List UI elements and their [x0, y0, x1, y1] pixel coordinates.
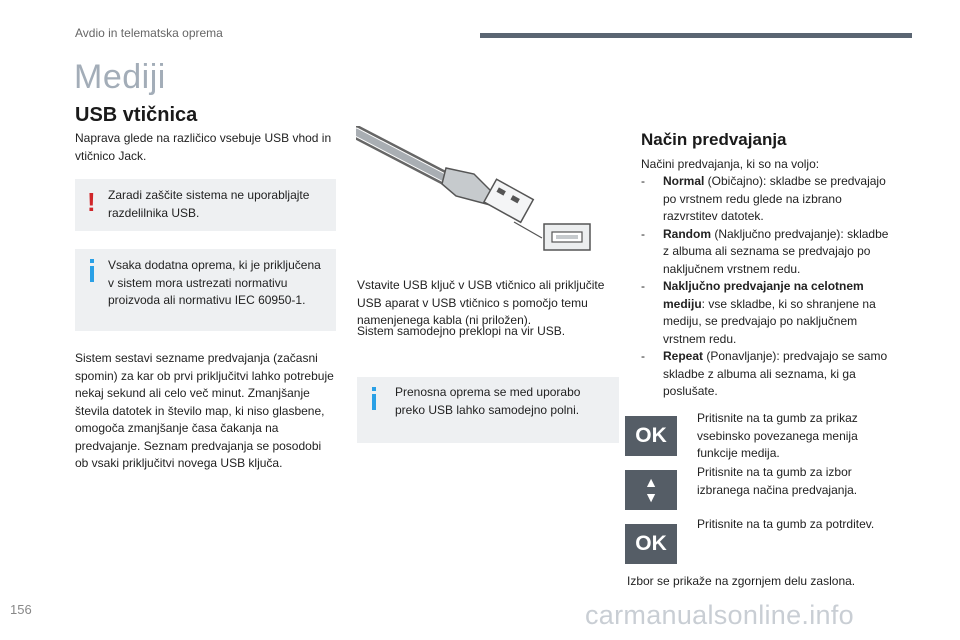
list-item: - Random (Naključno predvajanje): skladbe z albuma ali seznama se predvajajo po naključnem vrstnem redu.	[641, 226, 889, 276]
ok-button-icon: OK	[625, 524, 677, 564]
playback-mode-list	[641, 173, 889, 401]
playback-section-heading: Način predvajanja	[641, 130, 787, 149]
warning-icon: !	[87, 187, 96, 217]
usb-section-heading: USB vtičnica	[75, 104, 198, 126]
usb-key-illustration	[356, 126, 596, 256]
page-title: Mediji	[74, 58, 166, 96]
arrow-up-icon: ▲	[644, 474, 658, 490]
list-item: - Repeat (Ponavljanje): predvajajo se samo skladbe z albuma ali seznama, ki ga poslušate.	[641, 349, 888, 398]
up-down-arrows-icon	[625, 470, 677, 510]
list-item: - Naključno predvajanje na celotnem mediju: vse skladbe, ki so shranjene na mediju, se predvajajo po naključnem vrstnem redu.	[641, 279, 876, 346]
usb-auto-switch-text: Sistem samodejno preklopi na vir USB.	[357, 324, 566, 338]
step-text: Pritisnite na ta gumb za potrditev.	[697, 517, 875, 531]
info-note	[75, 249, 336, 331]
usb-instruction-text: Vstavite USB ključ v USB vtičnico ali priključite USB aparat v USB vtičnico s pomočjo temu namenjenega kabla (ni priložen).	[357, 278, 605, 327]
charging-info-text: Prenosna oprema se med uporabo preko USB lahko samodejno polni.	[395, 385, 581, 417]
footer-note: Izbor se prikaže na zgornjem delu zaslona.	[627, 574, 856, 588]
watermark: carmanualsonline.info	[585, 600, 854, 630]
info-note-text: Vsaka dodatna oprema, ki je priključena v sistem mora ustrezati normativu proizvoda ali normativu IEC 60950-1.	[108, 258, 321, 307]
playback-intro: Načini predvajanja, ki so na voljo:	[641, 157, 820, 171]
step-text: Pritisnite na ta gumb za izbor izbranega načina predvajanja.	[697, 465, 858, 497]
section-header-title: Avdio in telematska oprema	[75, 26, 223, 40]
header-divider	[480, 33, 912, 38]
warning-note	[75, 179, 336, 231]
warning-note-text: Zaradi zaščite sistema ne uporabljajte razdelilnika USB.	[108, 188, 310, 220]
ok-button-icon: OK	[625, 416, 677, 456]
step-text: Pritisnite na ta gumb za prikaz vsebinsko povezanega menija funkcije medija.	[697, 411, 858, 460]
arrow-down-icon: ▼	[644, 489, 658, 505]
page-number: 156	[10, 602, 32, 617]
charging-info-note	[357, 377, 619, 443]
playlist-text: Sistem sestavi sezname predvajanja (začasni spomin) za kar ob prvi priključitvi lahko potrebuje nekaj sekund ali celo več minut. Zmanjšanje števila datotek in število map, ki niso glasbene, omogoča zmanjšanje časa čakanja na predvajanje. Seznam predvajanja se posodobi ob vsaki priključitvi novega USB ključa.	[75, 351, 334, 470]
list-item: - Normal (Običajno): skladbe se predvajajo po vrstnem redu glede na izbrano razvrstitev datotek.	[641, 174, 886, 223]
usb-intro-text: Naprava glede na različico vsebuje USB vhod in vtičnico Jack.	[75, 131, 332, 163]
